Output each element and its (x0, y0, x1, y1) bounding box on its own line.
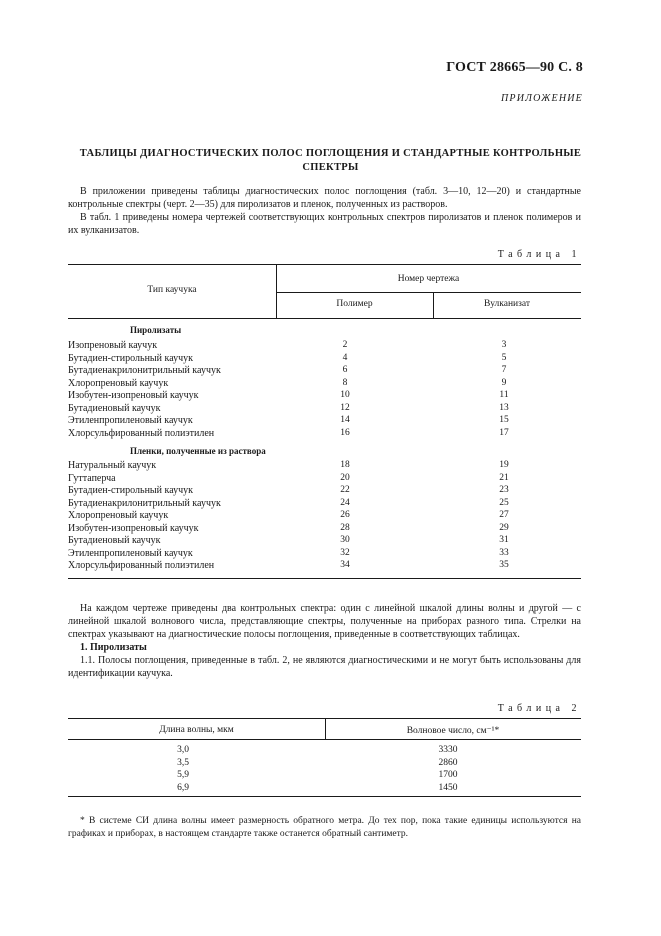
rubber-type: Хлорсульфированный полиэтилен (68, 427, 215, 439)
polymer-drawing-number: 28 (340, 522, 350, 533)
polymer-drawing-number: 22 (340, 485, 350, 495)
wavenumber-value: 3330 (438, 745, 458, 755)
polymer-drawing-number: 2 (342, 340, 348, 350)
table-row (68, 353, 581, 366)
table1-bottom-rule (68, 578, 581, 579)
table1-col-group: Номер чертежа (397, 274, 460, 284)
polymer-drawing-number: 18 (340, 460, 350, 470)
vulcanizate-drawing-number: 9 (501, 377, 507, 388)
table1-col-type: Тип каучука (147, 285, 197, 295)
table-row (68, 403, 581, 416)
rubber-type: Бутадиенакрилонитрильный каучук (68, 365, 221, 376)
rubber-type: Бутадиен-стирольный каучук (68, 352, 194, 364)
title-line-1: ТАБЛИЦЫ ДИАГНОСТИЧЕСКИХ ПОЛОС ПОГЛОЩЕНИЯ И СТАНДАРТНЫЕ КОНТРОЛЬНЫЕ (79, 148, 582, 159)
rubber-type: Изопреновый каучук (68, 340, 158, 351)
table-row (68, 523, 581, 536)
vulcanizate-drawing-number: 11 (499, 390, 509, 400)
wavenumber-value: 1450 (438, 782, 458, 793)
table-row (68, 340, 581, 353)
table-row (68, 535, 581, 548)
intro-paragraph-2: В табл. 1 приведены номера чертежей соответствующих контрольных спектров пиролизатов и пленок полимеров и их вулканизатов. (68, 212, 581, 236)
table-row (68, 428, 581, 441)
table1-header-mid-rule (276, 292, 581, 293)
polymer-drawing-number: 4 (342, 352, 348, 363)
table-row (68, 783, 581, 796)
rubber-type: Этиленпропиленовый каучук (68, 547, 193, 559)
page-title (40, 147, 621, 175)
table-row (68, 460, 581, 473)
polymer-drawing-number: 14 (340, 415, 350, 425)
table2-caption: Таблица 2 (497, 703, 581, 714)
vulcanizate-drawing-number: 19 (499, 460, 509, 470)
table-row (68, 548, 581, 561)
rubber-type: Хлорсульфированный полиэтилен (68, 560, 215, 571)
vulcanizate-drawing-number: 5 (501, 352, 507, 363)
table-row (68, 510, 581, 523)
table-row (68, 378, 581, 391)
table2-col-wavenumber: Волновое число, см⁻¹* (406, 726, 500, 736)
wavelength-value: 3,5 (177, 757, 189, 768)
polymer-drawing-number: 20 (340, 472, 350, 483)
middle-paragraph-2: 1.1. Полосы поглощения, приведенные в табл. 2, не являются диагностическими и не могут быть использованы для идентификации каучука. (68, 655, 581, 679)
vulcanizate-drawing-number: 17 (499, 427, 509, 438)
table2-header-rule (68, 739, 581, 740)
middle-text (68, 602, 581, 680)
wavelength-value: 3,0 (177, 745, 189, 755)
vulcanizate-drawing-number: 13 (499, 402, 509, 413)
intro-paragraph-1: В приложении приведены таблицы диагностических полос поглощения (табл. 3—10, 12—20) и стандартные контрольные спектры (черт. 2—35) для пиролизатов и пленок, полученных из растворов. (68, 186, 581, 210)
table2-col-wavelength: Длина волны, мкм (159, 725, 234, 735)
polymer-drawing-number: 6 (342, 365, 348, 375)
rubber-type: Хлоропреновый каучук (68, 377, 169, 389)
vulcanizate-drawing-number: 29 (499, 522, 509, 533)
table-row (68, 485, 581, 498)
table1-top-rule (68, 264, 581, 265)
rubber-type: Хлоропреновый каучук (68, 510, 169, 521)
table-row (68, 758, 581, 771)
table-row (68, 745, 581, 758)
rubber-type: Этиленпропиленовый каучук (68, 415, 193, 426)
wavelength-value: 5,9 (177, 770, 189, 780)
table1-col-polymer: Полимер (336, 299, 373, 309)
polymer-drawing-number: 8 (342, 377, 348, 388)
vulcanizate-drawing-number: 31 (499, 535, 509, 545)
footnote (68, 815, 581, 841)
table-row (68, 770, 581, 783)
rubber-type: Бутадиен-стирольный каучук (68, 485, 194, 496)
table1-header-bottom-rule (68, 318, 581, 319)
footnote-text: * В системе СИ длина волны имеет размерность обратного метра. До тех пор, пока такие единицы используются на графиках и приборах, в настоящем стандарте также останется обратный сантиметр. (68, 816, 581, 839)
table-row (68, 473, 581, 486)
polymer-drawing-number: 24 (340, 497, 350, 508)
title-line-2: СПЕКТРЫ (302, 162, 359, 173)
vulcanizate-drawing-number: 33 (499, 547, 509, 558)
vulcanizate-drawing-number: 21 (499, 472, 509, 483)
rubber-type: Натуральный каучук (68, 460, 157, 471)
table2-bottom-rule (68, 796, 581, 797)
polymer-drawing-number: 12 (340, 402, 350, 413)
polymer-drawing-number: 34 (340, 560, 350, 570)
table1-section-pyrolyzates: Пиролизаты (130, 325, 182, 335)
vulcanizate-drawing-number: 35 (499, 560, 509, 570)
table-row (68, 560, 581, 573)
polymer-drawing-number: 10 (340, 390, 350, 400)
table-row (68, 365, 581, 378)
table-row (68, 390, 581, 403)
section-heading-pyrolyzates: 1. Пиролизаты (80, 642, 147, 653)
rubber-type: Бутадиеновый каучук (68, 535, 161, 546)
rubber-type: Изобутен-изопреновый каучук (68, 522, 199, 534)
table1-vrule-1 (276, 264, 277, 318)
intro-text (68, 185, 581, 237)
wavenumber-value: 1700 (438, 770, 458, 780)
rubber-type: Бутадиенакрилонитрильный каучук (68, 497, 221, 509)
middle-paragraph: На каждом чертеже приведены два контрольных спектра: один с линейной шкалой длины волны и другой — с линейной шкалой волнового числа, представляющие спектры, полученные на приборах разного типа. Стрелки на спектрах указывают на диагностические полосы поглощения, приведенные в соответствующих таблицах. (68, 603, 581, 640)
table-row (68, 415, 581, 428)
table1-caption: Таблица 1 (497, 249, 581, 260)
appendix-label: ПРИЛОЖЕНИЕ (501, 93, 583, 104)
table-row (68, 498, 581, 511)
vulcanizate-drawing-number: 23 (499, 485, 509, 495)
rubber-type: Гуттаперча (68, 472, 116, 484)
table1-col-vulcanizate: Вулканизат (483, 299, 530, 309)
vulcanizate-drawing-number: 25 (499, 497, 509, 508)
vulcanizate-drawing-number: 27 (499, 510, 509, 520)
table1-section-films: Пленки, полученные из раствора (130, 446, 266, 456)
rubber-type: Бутадиеновый каучук (68, 402, 161, 414)
vulcanizate-drawing-number: 15 (499, 415, 509, 425)
polymer-drawing-number: 26 (340, 510, 350, 520)
wavelength-value: 6,9 (177, 782, 189, 793)
polymer-drawing-number: 32 (340, 547, 350, 558)
wavenumber-value: 2860 (438, 757, 458, 768)
polymer-drawing-number: 16 (340, 427, 350, 438)
rubber-type: Изобутен-изопреновый каучук (68, 390, 199, 401)
vulcanizate-drawing-number: 7 (501, 365, 507, 375)
vulcanizate-drawing-number: 3 (501, 340, 507, 350)
document-id: ГОСТ 28665—90 С. 8 (446, 60, 583, 75)
polymer-drawing-number: 30 (340, 535, 350, 545)
